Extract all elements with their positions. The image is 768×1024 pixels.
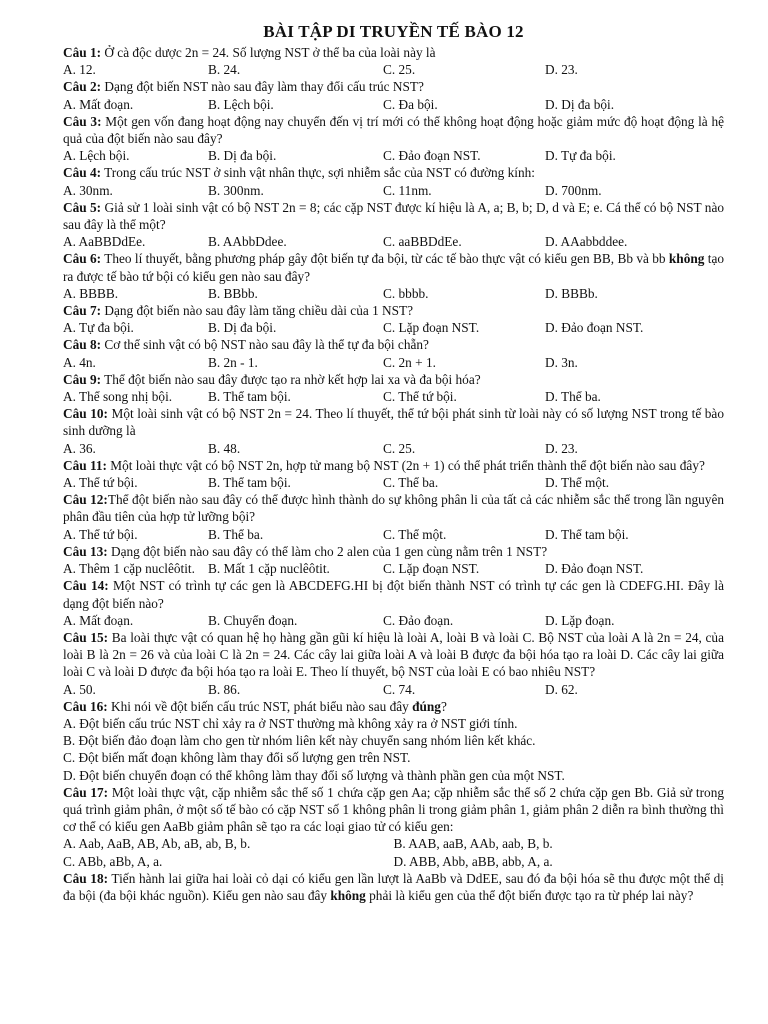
question-number: Câu 3: xyxy=(63,113,102,129)
question-stem xyxy=(63,113,724,147)
answer-options xyxy=(63,285,724,302)
answer-option: A. Lệch bội. xyxy=(63,148,130,164)
question-number: Câu 6: xyxy=(63,251,102,267)
answer-option: A. 4n. xyxy=(63,354,96,370)
question-text: Thể đột biến nào sau đây được tạo ra nhờ kết hợp lai xa và đa bội hóa? xyxy=(101,371,481,387)
answer-option: C. Lặp đoạn NST. xyxy=(383,561,480,577)
answer-option: D. Thể tam bội. xyxy=(545,526,629,542)
answer-option: B. Dị đa bội. xyxy=(208,148,277,164)
answer-options xyxy=(63,147,724,164)
answer-options xyxy=(63,835,724,852)
answer-option: A. Thể tứ bội. xyxy=(63,475,138,491)
question-stem xyxy=(63,336,724,353)
answer-option: A. Thể tứ bội. xyxy=(63,526,138,542)
question-text: Thể đột biến nào sau đây có thể được hình thành do sự không phân li của tất cả các nhiễm sắc thể trong lần nguyên phân đầu tiên của hợp tử lưỡng bội? xyxy=(63,492,724,525)
answer-options xyxy=(63,612,724,629)
document-title: BÀI TẬP DI TRUYỀN TẾ BÀO 12 xyxy=(263,22,524,41)
answer-options xyxy=(63,96,724,113)
question-emphasis: không xyxy=(668,251,705,267)
answer-option: D. Thể ba. xyxy=(545,389,601,405)
answer-option: B. Thể tam bội. xyxy=(208,475,291,491)
answer-option: D. Thể một. xyxy=(545,475,610,491)
question-text: Dạng đột biến nào sau đây làm tăng chiều dài của 1 NST? xyxy=(101,303,414,319)
answer-options xyxy=(63,440,724,457)
question-emphasis: không xyxy=(330,887,366,903)
answer-option: A. Tự đa bội. xyxy=(63,320,134,336)
answer-option: C. Đảo đoạn NST. xyxy=(383,148,481,164)
answer-option: D. ABB, Abb, aBB, abb, A, a. xyxy=(393,853,553,869)
answer-option: D. Dị đa bội. xyxy=(545,96,615,112)
answer-option: B. Mất 1 cặp nuclêôtit. xyxy=(208,561,330,577)
question-text: Giả sử 1 loài sinh vật có bộ NST 2n = 8; các cặp NST được kí hiệu là A, a; B, b; D, d và E; e. Cá thể có bộ NST nào sau đây là thể một? xyxy=(63,199,725,233)
question-number: Câu 10: xyxy=(63,406,108,422)
answer-options xyxy=(63,474,724,491)
answer-option: D. 62. xyxy=(545,681,578,697)
answer-option: B. 86. xyxy=(208,681,241,697)
answer-options xyxy=(63,354,724,371)
answer-option: B. 48. xyxy=(208,440,241,456)
answer-option: C. 11nm. xyxy=(383,182,432,198)
question-text: Ba loài thực vật có quan hệ họ hàng gần gũi kí hiệu là loài A, loài B và loài C. Bộ NST của loài A là 2n = 24, của loài B là 2n = 26 và của loài C là 2n = 24. Các cây lai giữa loài A và loài B được đa bội hóa tạo ra loài D. Các cây lai giữa loài C và loài D được đa bội hóa tạo ra loài E. Theo lí thuyết, bộ NST của loài E có bao nhiêu NST? xyxy=(63,629,724,680)
question-number: Câu 12: xyxy=(63,492,108,508)
question-text-cont: tạo ra được tế bào tứ bội có kiểu gen nào sau đây? xyxy=(63,251,724,284)
answer-option: B. Thể ba. xyxy=(208,526,264,542)
answer-option: B. Thể tam bội. xyxy=(208,389,291,405)
question-number: Câu 13: xyxy=(63,543,108,559)
question-stem xyxy=(63,629,724,681)
answer-option: A. Thể song nhị bội. xyxy=(63,389,173,405)
answer-option: D. AAabbddee. xyxy=(545,234,628,250)
answer-option: D. 23. xyxy=(545,62,578,78)
answer-option: C. Thể một. xyxy=(383,526,447,542)
answer-options xyxy=(63,319,724,336)
question-text: Cơ thể sinh vật có bộ NST nào sau đây là thể tự đa bội chẵn? xyxy=(101,337,429,353)
question-stem xyxy=(63,164,724,181)
question-number: Câu 11: xyxy=(63,457,107,473)
question-text: Dạng đột biến nào sau đây có thể làm cho 2 alen của 1 gen cùng nằm trên 1 NST? xyxy=(107,543,548,559)
question-stem xyxy=(63,543,724,560)
answer-option: C. Đảo đoạn. xyxy=(383,612,454,628)
question-stem xyxy=(63,78,724,95)
answer-option: A. 36. xyxy=(63,440,96,456)
question-number: Câu 15: xyxy=(63,629,109,645)
answer-option: C. Thể ba. xyxy=(383,475,439,491)
answer-option: A. Thêm 1 cặp nuclêôtit. xyxy=(63,561,195,577)
answer-options xyxy=(63,681,724,698)
question-stem xyxy=(63,199,724,233)
question-stem xyxy=(63,44,724,61)
question-text: Một loài sinh vật có bộ NST 2n = 24. Theo lí thuyết, thể tứ bội phát sinh từ loài này có số lượng NST trong tế bào sinh dưỡng là xyxy=(63,406,724,439)
answer-option: A. BBBB. xyxy=(63,285,119,301)
question-text: Theo lí thuyết, bằng phương pháp gây đột biến tự đa bội, từ các tế bào thực vật có kiểu gen BB, Bb và bb xyxy=(101,251,669,267)
answer-option: C. aaBBDdEe. xyxy=(383,234,462,250)
answer-option: C. 25. xyxy=(383,440,416,456)
answer-option: B. BBbb. xyxy=(208,285,258,301)
answer-options xyxy=(63,388,724,405)
question-number: Câu 1: xyxy=(63,45,102,60)
answer-options xyxy=(63,560,724,577)
answer-option: D. 23. xyxy=(545,440,578,456)
question-number: Câu 5: xyxy=(63,199,102,215)
question-number: Câu 4: xyxy=(63,165,102,181)
question-number: Câu 18: xyxy=(63,870,109,886)
question-number: Câu 9: xyxy=(63,371,102,387)
question-number: Câu 8: xyxy=(63,337,102,353)
answer-option: C. 25. xyxy=(383,62,416,78)
question-emphasis: đúng xyxy=(412,698,441,714)
question-stem xyxy=(63,491,724,525)
question-stem xyxy=(63,405,724,439)
answer-option: D. 700nm. xyxy=(545,182,602,198)
answer-option: B. Chuyển đoạn. xyxy=(208,612,298,628)
answer-option: C. ABb, aBb, A, a. xyxy=(63,853,163,869)
answer-option: A. AaBBDdEe. xyxy=(63,234,146,250)
question-stem xyxy=(63,457,724,474)
answer-option: A. Aab, AaB, AB, Ab, aB, ab, B, b. xyxy=(63,836,251,852)
answer-option: C. Thể tứ bội. xyxy=(383,389,457,405)
answer-option: B. Dị đa bội. xyxy=(208,320,277,336)
question-text: Dạng đột biến NST nào sau đây làm thay đổi cấu trúc NST? xyxy=(101,79,424,95)
question-text-cont: ? xyxy=(440,698,447,714)
question-text: Khi nói về đột biến cấu trúc NST, phát biểu nào sau đây xyxy=(107,698,413,714)
question-text: Một loài thực vật có bộ NST 2n, hợp tử mang bộ NST (2n + 1) có thể phát triển thành thể đột biến nào sau đây? xyxy=(106,457,705,473)
answer-option: B. 2n - 1. xyxy=(208,354,258,370)
question-text-cont: phải là kiểu gen của thể đột biến được tạo ra từ phép lai này? xyxy=(365,887,694,903)
answer-options xyxy=(63,526,724,543)
answer-option: D. BBBb. xyxy=(545,285,598,301)
answer-option: C. 74. xyxy=(383,681,416,697)
answer-option: C. 2n + 1. xyxy=(383,354,436,370)
question-stem xyxy=(63,302,724,319)
answer-option: B. 300nm. xyxy=(208,182,264,198)
answer-options xyxy=(63,233,724,250)
answer-option: D. 3n. xyxy=(545,354,578,370)
question-stem xyxy=(63,371,724,388)
answer-option: C. Lặp đoạn NST. xyxy=(383,320,480,336)
answer-options xyxy=(63,853,724,870)
question-number: Câu 14: xyxy=(63,578,109,594)
question-number: Câu 17: xyxy=(63,784,109,800)
question-number: Câu 16: xyxy=(63,698,108,714)
answer-options xyxy=(63,61,724,78)
question-list xyxy=(63,44,724,904)
answer-option: B. 24. xyxy=(208,62,241,78)
answer-option: A. Mất đoạn. xyxy=(63,96,134,112)
answer-option: D. Tự đa bội. xyxy=(545,148,616,164)
answer-option: C. bbbb. xyxy=(383,285,429,301)
question-stem xyxy=(63,577,724,611)
answer-option: B. AAbbDdee. xyxy=(208,234,287,250)
answer-option: B. AAB, aaB, AAb, aab, B, b. xyxy=(393,836,553,852)
answer-option: A. 50. xyxy=(63,681,96,697)
question-stem xyxy=(63,698,724,715)
question-text: Một NST có trình tự các gen là ABCDEFG.HI bị đột biến thành NST có trình tự các gen là CDEFG.HI. Đây là dạng đột biến nào? xyxy=(63,578,724,611)
question-stem xyxy=(63,784,724,836)
answer-option: A. 30nm. xyxy=(63,182,113,198)
question-text: Ở cà độc dược 2n = 24. Số lượng NST ở thể ba của loài này là xyxy=(101,45,436,60)
question-text: Tiến hành lai giữa hai loài cỏ dại có kiểu gen lần lượt là AaBb và DdEE, sau đó đa bội hóa sẽ thu được một thể dị đa bội (đa bội khác nguồn). Kiểu gen nào sau đây xyxy=(63,870,724,903)
question-stem xyxy=(63,870,724,904)
answer-option: D. Lặp đoạn. xyxy=(545,612,615,628)
answer-option: A. Mất đoạn. xyxy=(63,612,134,628)
question-number: Câu 7: xyxy=(63,303,102,319)
answer-option: D. Đảo đoạn NST. xyxy=(545,561,644,577)
answer-option: A. 12. xyxy=(63,62,96,78)
question-number: Câu 2: xyxy=(63,79,102,95)
answer-option: D. Đảo đoạn NST. xyxy=(545,320,644,336)
answer-option-line: C. Đột biến mất đoạn không làm thay đổi số lượng gen trên NST. xyxy=(63,750,411,766)
answer-option-line: D. Đột biến chuyển đoạn có thể không làm thay đổi số lượng và thành phần gen của một NST. xyxy=(63,767,565,783)
answer-option-line: B. Đột biến đảo đoạn làm cho gen từ nhóm liên kết này chuyển sang nhóm liên kết khác. xyxy=(63,733,536,749)
question-text: Trong cấu trúc NST ở sinh vật nhân thực, sợi nhiễm sắc của NST có đường kính: xyxy=(101,165,535,181)
answer-option: C. Đa bội. xyxy=(383,96,438,112)
answer-option-line: A. Đột biến cấu trúc NST chỉ xảy ra ở NST thường mà không xảy ra ở NST giới tính. xyxy=(63,715,518,731)
answer-option: B. Lệch bội. xyxy=(208,96,274,112)
answer-options xyxy=(63,182,724,199)
question-stem xyxy=(63,250,724,284)
question-text: Một gen vốn đang hoạt động nay chuyển đến vị trí mới có thể không hoạt động hoặc giảm mức độ hoạt động là hệ quả của đột biến nào sau đây? xyxy=(63,113,724,147)
question-text: Một loài thực vật, cặp nhiễm sắc thể số 1 chứa cặp gen Aa; cặp nhiễm sắc thể số 2 chứa cặp gen Bb. Giả sử trong quá trình giảm phân, ở một số tế bào có cặp NST số 1 không phân li trong giảm phân 1, giảm phân 2 diễn ra bình thường thì cơ thể có kiểu gen AaBb giảm phân sẽ tạo ra các loại giao tử có kiểu gen: xyxy=(63,784,724,835)
